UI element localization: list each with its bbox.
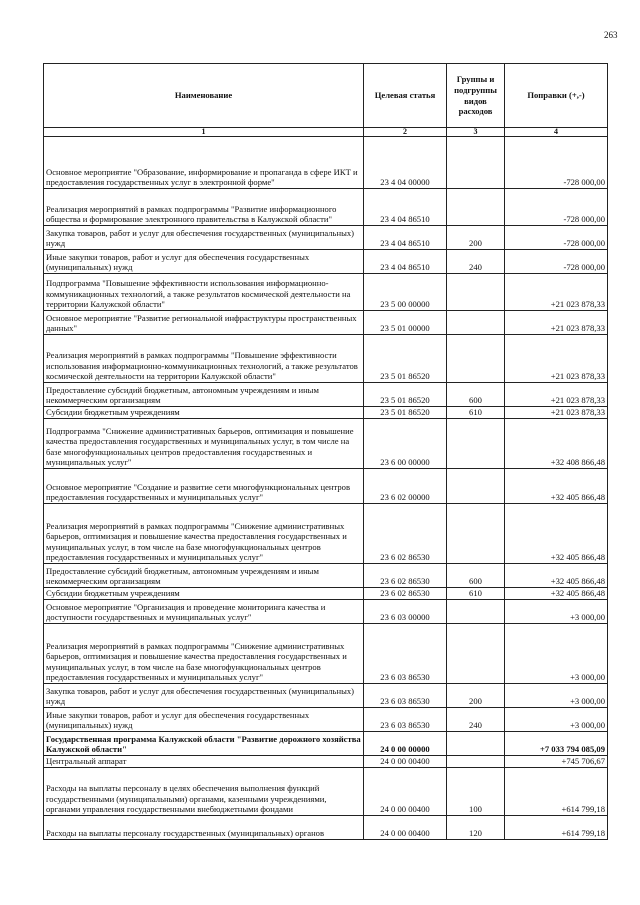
row-target-article: 23 5 01 00000 xyxy=(364,311,447,335)
row-name: Иные закупки товаров, работ и услуг для обеспечения государственных (муниципальных) нужд xyxy=(44,708,364,732)
row-target-article: 23 4 04 86510 xyxy=(364,250,447,274)
header-target-article: Целевая статья xyxy=(364,64,447,128)
row-name: Основное мероприятие "Организация и проведение мониторинга качества и доступности государственных и муниципальных услуг" xyxy=(44,600,364,624)
row-expense-group xyxy=(447,600,505,624)
row-name: Предоставление субсидий бюджетным, автономным учреждениям и иным некоммерческим организациям xyxy=(44,564,364,588)
row-amount: +32 408 866,48 xyxy=(505,419,608,469)
table-row xyxy=(44,624,608,684)
table-row xyxy=(44,684,608,708)
row-target-article: 23 4 04 86510 xyxy=(364,226,447,250)
row-name: Предоставление субсидий бюджетным, автономным учреждениям и иным некоммерческим организациям xyxy=(44,383,364,407)
header-name: Наименование xyxy=(44,64,364,128)
row-name: Основное мероприятие "Создание и развитие сети многофункциональных центров предоставления государственных и муниципальных услуг" xyxy=(44,469,364,504)
column-number: 1 xyxy=(44,128,364,137)
row-expense-group xyxy=(447,335,505,383)
column-number: 2 xyxy=(364,128,447,137)
row-target-article: 24 0 00 00000 xyxy=(364,732,447,756)
column-number: 4 xyxy=(505,128,608,137)
row-expense-group xyxy=(447,732,505,756)
row-amount: -728 000,00 xyxy=(505,226,608,250)
row-name: Расходы на выплаты персоналу государственных (муниципальных) органов xyxy=(44,816,364,840)
row-target-article: 23 5 01 86520 xyxy=(364,335,447,383)
table-row xyxy=(44,756,608,768)
row-amount: +21 023 878,33 xyxy=(505,311,608,335)
row-expense-group xyxy=(447,624,505,684)
row-target-article: 24 0 00 00400 xyxy=(364,768,447,816)
row-expense-group: 600 xyxy=(447,564,505,588)
table-row xyxy=(44,274,608,311)
table-row xyxy=(44,469,608,504)
table-row xyxy=(44,407,608,419)
row-expense-group: 240 xyxy=(447,250,505,274)
table-row xyxy=(44,189,608,226)
row-amount: +21 023 878,33 xyxy=(505,274,608,311)
row-amount: +21 023 878,33 xyxy=(505,383,608,407)
row-expense-group xyxy=(447,274,505,311)
row-amount: +3 000,00 xyxy=(505,624,608,684)
table-row xyxy=(44,588,608,600)
table-row xyxy=(44,564,608,588)
table-row xyxy=(44,768,608,816)
table-row xyxy=(44,816,608,840)
row-target-article: 23 6 02 86530 xyxy=(364,564,447,588)
row-target-article: 23 6 02 86530 xyxy=(364,504,447,564)
page-number: 263 xyxy=(604,30,618,40)
row-expense-group xyxy=(447,469,505,504)
row-expense-group xyxy=(447,504,505,564)
row-expense-group: 610 xyxy=(447,407,505,419)
table-row xyxy=(44,600,608,624)
row-name: Расходы на выплаты персоналу в целях обеспечения выполнения функций государственными (муниципальными) органами, казенными учреждениями, органами управления государственными внебюджетными фондами xyxy=(44,768,364,816)
table-row xyxy=(44,419,608,469)
row-name: Основное мероприятие "Образование, информирование и пропаганда в сфере ИКТ и предоставления государственных услуг в электронной форме" xyxy=(44,137,364,189)
row-name: Государственная программа Калужской области "Развитие дорожного хозяйства Калужской области" xyxy=(44,732,364,756)
row-expense-group xyxy=(447,189,505,226)
column-number: 3 xyxy=(447,128,505,137)
row-amount: +32 405 866,48 xyxy=(505,469,608,504)
row-name: Реализация мероприятий в рамках подпрограммы "Повышение эффективности использования информационно-коммуникационных технологий, а также результатов космической деятельности на территории Калужской области" xyxy=(44,335,364,383)
row-target-article: 23 5 01 86520 xyxy=(364,383,447,407)
table-row xyxy=(44,226,608,250)
row-expense-group: 100 xyxy=(447,768,505,816)
row-amount: +32 405 866,48 xyxy=(505,504,608,564)
row-amount: +21 023 878,33 xyxy=(505,407,608,419)
row-amount: -728 000,00 xyxy=(505,137,608,189)
row-target-article: 23 6 02 86530 xyxy=(364,588,447,600)
row-name: Субсидии бюджетным учреждениям xyxy=(44,588,364,600)
row-amount: -728 000,00 xyxy=(505,250,608,274)
row-amount: +32 405 866,48 xyxy=(505,564,608,588)
row-target-article: 23 6 03 00000 xyxy=(364,600,447,624)
header-amendments: Поправки (+,-) xyxy=(505,64,608,128)
row-name: Реализация мероприятий в рамках подпрограммы "Снижение административных барьеров, оптимизация и повышение качества предоставления государственных и муниципальных услуг, в том числе на базе многофункциональных центров предоставления государственных и муниципальных услуг" xyxy=(44,504,364,564)
row-expense-group xyxy=(447,311,505,335)
row-target-article: 24 0 00 00400 xyxy=(364,756,447,768)
row-amount: +745 706,67 xyxy=(505,756,608,768)
row-amount: +3 000,00 xyxy=(505,684,608,708)
row-name: Подпрограмма "Снижение административных барьеров, оптимизация и повышение качества предоставления государственных и муниципальных услуг, в том числе на базе многофункциональных центров предоставления государственных и муниципальных услуг" xyxy=(44,419,364,469)
row-expense-group xyxy=(447,419,505,469)
row-name: Подпрограмма "Повышение эффективности использования информационно-коммуникационных технологий, а также результатов космической деятельности на территории Калужской области" xyxy=(44,274,364,311)
row-expense-group: 240 xyxy=(447,708,505,732)
row-name: Закупка товаров, работ и услуг для обеспечения государственных (муниципальных) нужд xyxy=(44,226,364,250)
row-name: Центральный аппарат xyxy=(44,756,364,768)
row-amount: +21 023 878,33 xyxy=(505,335,608,383)
table-body xyxy=(44,137,608,840)
row-name: Реализация мероприятий в рамках подпрограммы "Развитие информационного общества и формирование электронного правительства в Калужской области" xyxy=(44,189,364,226)
row-amount: +3 000,00 xyxy=(505,600,608,624)
table-row xyxy=(44,504,608,564)
table-row xyxy=(44,311,608,335)
row-target-article: 24 0 00 00400 xyxy=(364,816,447,840)
row-target-article: 23 4 04 00000 xyxy=(364,137,447,189)
row-name: Реализация мероприятий в рамках подпрограммы "Снижение административных барьеров, оптимизация и повышение качества предоставления государственных и муниципальных услуг, в том числе на базе многофункциональных центров предоставления государственных и муниципальных услуг" xyxy=(44,624,364,684)
row-expense-group: 600 xyxy=(447,383,505,407)
table-row xyxy=(44,137,608,189)
row-expense-group: 120 xyxy=(447,816,505,840)
row-name: Иные закупки товаров, работ и услуг для обеспечения государственных (муниципальных) нужд xyxy=(44,250,364,274)
table-row xyxy=(44,335,608,383)
row-target-article: 23 5 01 86520 xyxy=(364,407,447,419)
budget-amendments-table xyxy=(43,63,608,840)
row-target-article: 23 4 04 86510 xyxy=(364,189,447,226)
row-target-article: 23 6 02 00000 xyxy=(364,469,447,504)
row-expense-group: 200 xyxy=(447,684,505,708)
row-expense-group: 200 xyxy=(447,226,505,250)
table-row xyxy=(44,708,608,732)
row-amount: +32 405 866,48 xyxy=(505,588,608,600)
row-target-article: 23 6 00 00000 xyxy=(364,419,447,469)
row-amount: -728 000,00 xyxy=(505,189,608,226)
row-name: Субсидии бюджетным учреждениям xyxy=(44,407,364,419)
row-amount: +3 000,00 xyxy=(505,708,608,732)
row-target-article: 23 6 03 86530 xyxy=(364,624,447,684)
row-expense-group xyxy=(447,756,505,768)
row-target-article: 23 6 03 86530 xyxy=(364,684,447,708)
row-amount: +614 799,18 xyxy=(505,816,608,840)
row-expense-group: 610 xyxy=(447,588,505,600)
table-row xyxy=(44,250,608,274)
row-target-article: 23 6 03 86530 xyxy=(364,708,447,732)
row-expense-group xyxy=(447,137,505,189)
header-expense-groups: Группы и подгруппы видов расходов xyxy=(447,64,505,128)
row-amount: +7 033 794 085,09 xyxy=(505,732,608,756)
row-name: Закупка товаров, работ и услуг для обеспечения государственных (муниципальных) нужд xyxy=(44,684,364,708)
table-row xyxy=(44,732,608,756)
table-row xyxy=(44,383,608,407)
row-name: Основное мероприятие "Развитие региональной инфраструктуры пространственных данных" xyxy=(44,311,364,335)
row-amount: +614 799,18 xyxy=(505,768,608,816)
row-target-article: 23 5 00 00000 xyxy=(364,274,447,311)
